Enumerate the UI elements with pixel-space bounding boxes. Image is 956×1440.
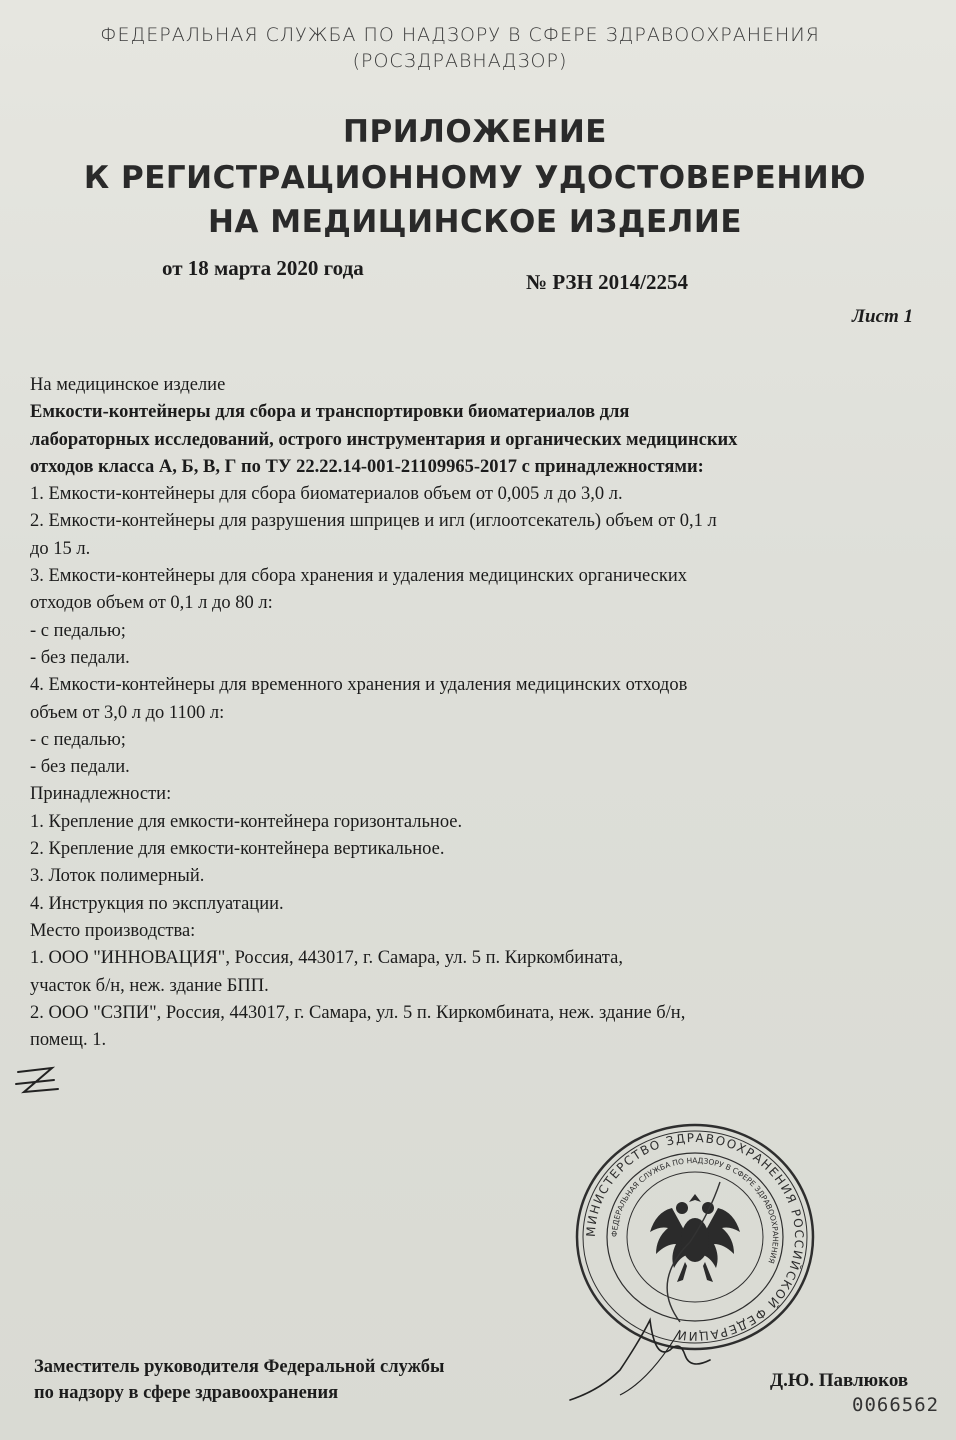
handwritten-initials <box>8 1062 72 1102</box>
seal-ring-text: МИНИСТЕРСТВО ЗДРАВООХРАНЕНИЯ РОССИЙСКОЙ ФЕДЕРАЦИИ <box>583 1130 807 1344</box>
document-title-line3: НА МЕДИЦИНСКОЕ ИЗДЕЛИЕ <box>208 204 742 240</box>
body-line: 1. ООО "ИННОВАЦИЯ", Россия, 443017, г. Самара, ул. 5 п. Киркомбината, <box>30 948 623 969</box>
body-line: 4. Инструкция по эксплуатации. <box>30 893 284 914</box>
body-line: 2. Крепление для емкости-контейнера вертикальное. <box>30 839 445 860</box>
document-title-line2: К РЕГИСТРАЦИОННОМУ УДОСТОВЕРЕНИЮ <box>83 160 867 196</box>
body-line: 1. Емкости-контейнеры для сбора биоматериалов объем от 0,005 л до 3,0 л. <box>30 484 623 505</box>
body-line: На медицинское изделие <box>30 375 226 395</box>
body-line: Принадлежности: <box>30 784 172 805</box>
body-line: - без педали. <box>30 757 130 778</box>
body-line: 4. Емкости-контейнеры для временного хранения и удаления медицинских отходов <box>30 675 688 696</box>
signatory-position-line1: Заместитель руководителя Федеральной службы <box>34 1357 445 1377</box>
body-line: 3. Емкости-контейнеры для сбора хранения и удаления медицинских органических <box>30 566 688 587</box>
handwritten-signature <box>560 1300 760 1410</box>
body-line: 1. Крепление для емкости-контейнера горизонтальное. <box>30 811 463 832</box>
agency-abbreviation: (РОСЗДРАВНАДЗОР) <box>352 50 568 72</box>
body-line: участок б/н, неж. здание БПП. <box>30 975 269 996</box>
body-line: Место производства: <box>30 920 196 941</box>
form-serial-number: 0066562 <box>852 1394 940 1416</box>
body-line: помещ. 1. <box>30 1030 107 1051</box>
body-line: 3. Лоток полимерный. <box>30 866 205 887</box>
body-line: 2. ООО "СЗПИ", Россия, 443017, г. Самара, ул. 5 п. Киркомбината, неж. здание б/н, <box>30 1002 686 1023</box>
document-title-line1: ПРИЛОЖЕНИЕ <box>343 114 607 150</box>
registration-number: № РЗН 2014/2254 <box>526 270 688 294</box>
body-line: объем от 3,0 л до 1100 л: <box>30 702 225 723</box>
double-headed-eagle-emblem <box>650 1194 740 1282</box>
body-line: лабораторных исследований, острого инструментария и органических медицинских <box>30 429 738 450</box>
signatory-position <box>34 1354 444 1406</box>
body-line: - без педали. <box>30 647 130 668</box>
agency-header <box>40 22 880 74</box>
sheet-number: Лист 1 <box>852 306 914 327</box>
seal-inner-text: ФЕДЕРАЛЬНАЯ СЛУЖБА ПО НАДЗОРУ В СФЕРЕ ЗДРАВООХРАНЕНИЯ <box>609 1155 781 1265</box>
body-line: Емкости-контейнеры для сбора и транспортировки биоматериалов для <box>30 402 630 423</box>
body-line: 2. Емкости-контейнеры для разрушения шприцев и игл (иглоотсекатель) объем от 0,1 л <box>30 511 717 532</box>
issue-date: от 18 марта 2020 года <box>162 256 364 280</box>
signatory-position-line2: по надзору в сфере здравоохранения <box>34 1383 339 1403</box>
body-line: отходов объем от 0,1 л до 80 л: <box>30 593 273 614</box>
agency-name: ФЕДЕРАЛЬНАЯ СЛУЖБА ПО НАДЗОРУ В СФЕРЕ ЗДРАВООХРАНЕНИЯ <box>100 24 820 46</box>
body-line: - с педалью; <box>30 729 126 750</box>
signatory-name: Д.Ю. Павлюков <box>770 1370 909 1391</box>
body-line: - с педалью; <box>30 620 126 641</box>
body-line: отходов класса А, Б, В, Г по ТУ 22.22.14-001-21109965-2017 с принадлежностями: <box>30 456 704 477</box>
document-body <box>30 372 942 1054</box>
body-line: до 15 л. <box>30 538 91 559</box>
